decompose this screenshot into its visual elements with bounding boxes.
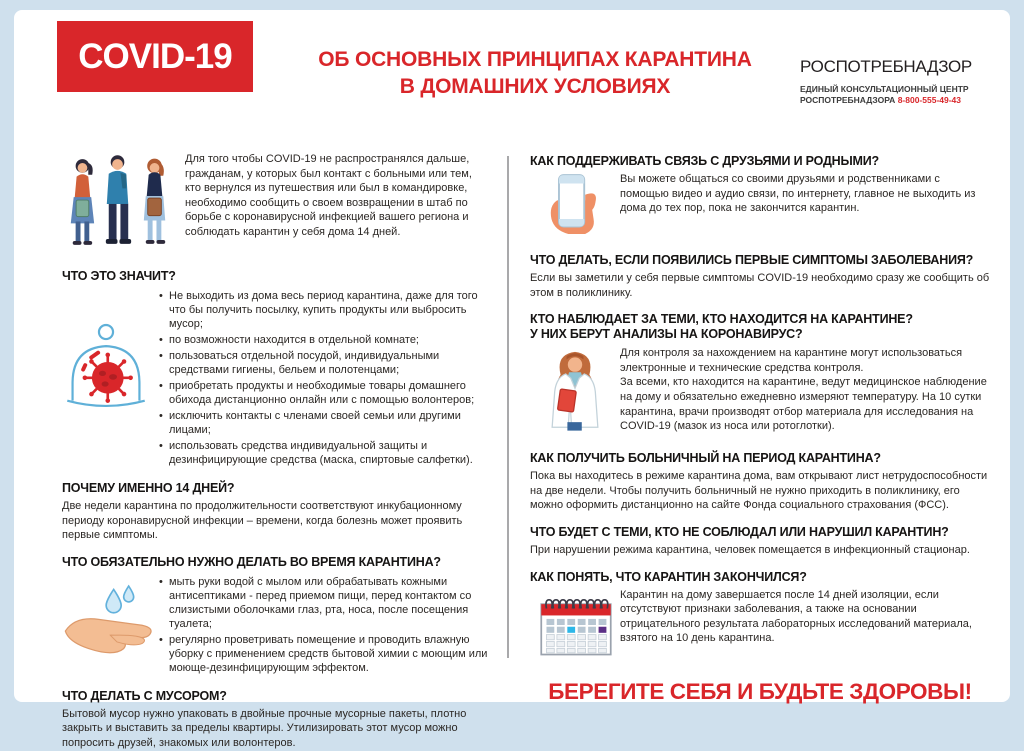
org-subtitle-line1: ЕДИНЫЙ КОНСУЛЬТАЦИОННЫЙ ЦЕНТР <box>800 84 969 94</box>
list-item: • пользоваться отдельной посудой, индивидуальными средствами гигиены, бельем и полотенцами; <box>158 349 490 377</box>
org-subtitle-line2: РОСПОТРЕБНАДЗОРА 8-800-555-49-43 <box>800 95 962 105</box>
org-name: РОСПОТРЕБНАДЗОР <box>800 57 972 76</box>
section-heading-who-monitors-line1: КТО НАБЛЮДАЕТ ЗА ТЕМИ, КТО НАХОДИТСЯ НА КАРАНТИНЕ? <box>530 312 913 327</box>
what-it-means-list <box>158 289 490 469</box>
section-quarantine-end <box>530 588 990 663</box>
section-heading-quarantine-end: КАК ПОНЯТЬ, ЧТО КАРАНТИН ЗАКОНЧИЛСЯ? <box>530 569 807 584</box>
stay-in-touch-text: Вы можете общаться со своими друзьями и родственниками с помощью видео и аудио связи, по интернету, главное не выходить из дома до тех пор, пока не закончится карантин. <box>620 173 976 215</box>
intro-text: Для того чтобы COVID-19 не распространялся дальше, гражданам, у которых был контакт с больными или тем, кто вернулся из путешествия или был в командировке, необходимо сообщить о своем возвращении в штаб по борьбе с коронавирусной инфекцией вашего региона и соблюдать карантин у себя дома 14 дней. <box>185 153 472 238</box>
who-monitors-text-2: За всеми, кто находится на карантине, ведут медицинское наблюдение на дому и обязательно ежедневно измеряют температуру. На 10 сутки карантина, врачи производят отбор материала для исследования на COVID-19 (мазок из носа или ротоглотки). <box>620 376 987 433</box>
section-heading-trash: ЧТО ДЕЛАТЬ С МУСОРОМ? <box>62 688 227 703</box>
section-who-monitors <box>530 346 990 439</box>
list-item: • мыть руки водой с мылом или обрабатывать кожными антисептиками - перед приемом пищи, перед контактом со слизистыми оболочками глаз, рта, носа, после посещения туалета; <box>158 575 490 631</box>
closing-slogan: БЕРЕГИТЕ СЕБЯ И БУДЬТЕ ЗДОРОВЫ! <box>548 678 972 704</box>
right-column <box>530 154 990 705</box>
page-title-line2: В ДОМАШНИХ УСЛОВИЯХ <box>399 75 671 98</box>
section-intro <box>62 152 490 257</box>
section-heading-violation: ЧТО БУДЕТ С ТЕМИ, КТО НЕ СОБЛЮДАЛ ИЛИ НАРУШИЛ КАРАНТИН? <box>530 524 949 539</box>
section-heading-who-monitors-line2: У НИХ БЕРУТ АНАЛИЗЫ НА КОРОНАВИРУС? <box>530 327 803 342</box>
quarantine-end-text: Карантин на дому завершается после 14 дней изоляции, если отсутствуют признаки заболевания, а также на основании отрицательного результата лабораторных исследований материала, взятого на 10 день карантина. <box>620 588 972 645</box>
section-heading-must-do: ЧТО ОБЯЗАТЕЛЬНО НУЖНО ДЕЛАТЬ ВО ВРЕМЯ КАРАНТИНА? <box>62 554 441 569</box>
column-divider <box>507 156 509 658</box>
page-title-line1: ОБ ОСНОВНЫХ ПРИНЦИПАХ КАРАНТИНА <box>318 48 752 71</box>
list-item: • исключить контакты с членами своей семьи или другими лицами; <box>158 409 490 437</box>
trash-text: Бытовой мусор нужно упаковать в двойные прочные мусорные пакеты, плотно закрыть и выставить за пределы квартиры. Утилизировать этот мусор можно попросить друзей, знакомых или волонтеров. <box>62 707 467 749</box>
list-item: • приобретать продукты и необходимые товары домашнего обихода дистанционно онлайн или с помощью волонтеров; <box>158 379 490 407</box>
section-what-it-means <box>62 287 490 469</box>
section-heading-sick-leave: КАК ПОЛУЧИТЬ БОЛЬНИЧНЫЙ НА ПЕРИОД КАРАНТИНА? <box>530 451 881 466</box>
must-do-list <box>158 575 490 677</box>
list-item: • Не выходить из дома весь период карантина, даже для того что бы получить посылку, купить продукты или выбросить мусор; <box>158 289 490 331</box>
first-symptoms-text: Если вы заметили у себя первые симптомы COVID-19 необходимо сразу же сообщить об этом в поликлинику. <box>530 272 990 299</box>
section-heading-stay-in-touch: КАК ПОДДЕРЖИВАТЬ СВЯЗЬ С ДРУЗЬЯМИ И РОДНЫМИ? <box>530 154 879 168</box>
list-item: • регулярно проветривать помещение и проводить влажную уборку с применением средств бытовой химии с моющим или моюще-дезинфицирующим эффектом. <box>158 633 490 675</box>
who-monitors-text-1: Для контроля за нахождением на карантине могут использоваться электронные и технические средства контроля. <box>620 347 963 374</box>
page-title <box>280 46 790 100</box>
covid-badge-label: COVID-19 <box>78 36 232 76</box>
section-stay-in-touch <box>530 172 990 243</box>
violation-text: При нарушении режима карантина, человек помещается в инфекционный стационар. <box>530 543 970 556</box>
phone-in-hand-icon <box>544 225 602 242</box>
covid-badge <box>57 21 253 92</box>
org-subtitle <box>800 84 1000 106</box>
left-column <box>62 152 490 751</box>
virus-under-dome-icon <box>62 406 150 423</box>
section-heading-what-it-means: ЧТО ЭТО ЗНАЧИТ? <box>62 269 176 283</box>
hand-washing-icon <box>62 652 162 669</box>
calendar-icon <box>536 645 616 662</box>
sick-leave-text: Пока вы находитесь в режиме карантина дома, вам открывают лист нетрудоспособности на две недели. Чтобы получить больничный не нужно приходить в поликлинику, его можно оформить дистанционно на сайте Фонда социального страхования (ФСС). <box>530 470 988 512</box>
doctor-icon <box>542 421 608 438</box>
section-heading-why-14-days: ПОЧЕМУ ИМЕННО 14 ДНЕЙ? <box>62 481 235 495</box>
section-heading-first-symptoms: ЧТО ДЕЛАТЬ, ЕСЛИ ПОЯВИЛИСЬ ПЕРВЫЕ СИМПТОМЫ ЗАБОЛЕВАНИЯ? <box>530 253 974 267</box>
why-14-days-text: Две недели карантина по продолжительности соответствуют инкубационному периоду коронавирусной инфекции – времени, когда болезнь может проявить первые симптомы. <box>62 500 463 542</box>
list-item: • по возможности находится в отдельной комнате; <box>158 333 490 347</box>
section-must-do <box>62 573 490 677</box>
org-block <box>800 57 1000 106</box>
people-group-icon <box>62 239 174 256</box>
poster-sheet <box>14 10 1010 749</box>
list-item: • использовать средства индивидуальной защиты и дезинфицирующие средства (маска, спиртовые салфетки). <box>158 439 490 467</box>
hotline-phone: 8-800-555-49-43 <box>897 95 962 105</box>
